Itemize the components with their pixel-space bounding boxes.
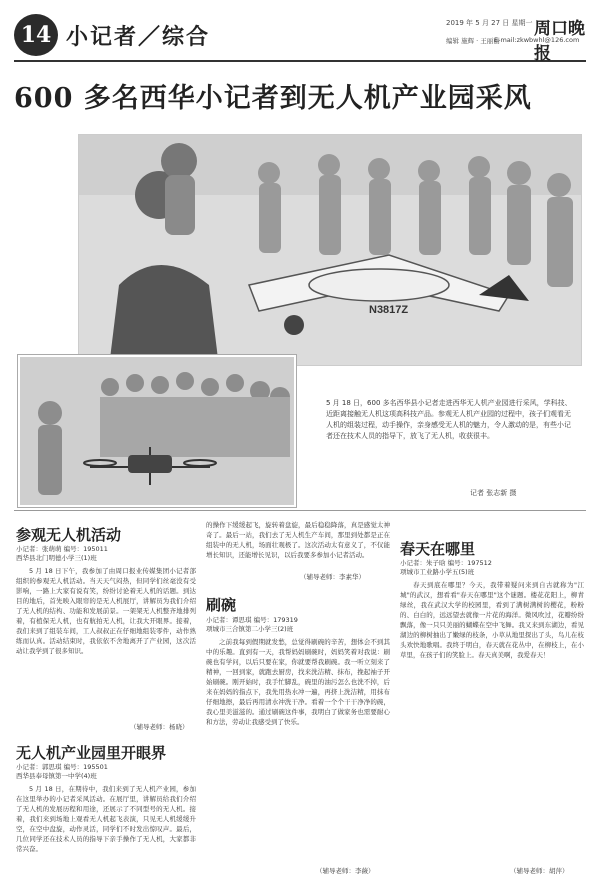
- article-title: 刷碗: [206, 596, 237, 614]
- page-headline: 600 多名西华小记者到无人机产业园采风: [14, 83, 532, 114]
- article-body: 之前我每到假期就发愁，总觉得刷碗的辛苦，想体会不到其中的乐趣。直到有一天，我帮妈妈刷碗时，妈妈笑着对我说：刷碗也有学问，以后只要在家，你就要帮我刷碗。我一听立刻来了精神，一回到家，就跑去厨房，找来洗洁精、抹布，挽起袖子开始刷碗。刚开始时，我手忙脚乱，碗里的油污怎么也洗不掉，后来在妈妈的指点下，我先用热水冲一遍，再挤上洗洁精，用抹布仔细地擦，最后再用清水冲洗干净。看着一个个干干净净的碗，我心里美滋滋的。通过刷碗这件事，我明白了做家务也需要耐心和方法，劳动让我感受到了快乐。: [206, 638, 390, 726]
- photo-caption: 5 月 18 日，600 多名西华县小记者走进西华无人机产业园进行采风，学科技、近距离接触无人机这项高科技产品。参观无人机产业园的过程中，孩子们观看无人机的组装过程，动手操作，亲身感受无人机的魅力，令人激动的是，有些小记者还在技术人员的指导下，放飞了无人机，收获很丰。: [326, 399, 572, 440]
- article-school: 西华县奉母镇第一中学(4)班: [16, 772, 97, 780]
- page-number: 14: [14, 14, 58, 56]
- newspaper-brand: 周口晚报: [534, 19, 585, 64]
- article-school: 西华县北门明德小学三(1)班: [16, 554, 97, 562]
- article-title: 参观无人机活动: [16, 526, 122, 544]
- article-author: 小记者：朱子晗 编号：197512: [400, 559, 492, 567]
- article-body: 5 月 18 日，在期待中，我们来到了无人机产业园，参加在这里举办的小记者采风活动。在展厅里，讲解员给我们介绍了无人机的发展历程和用途，还展示了不同型号的无人机。接着，我们来到场地上观看无人机起飞表演，只见无人机缓缓升空，在空中盘旋，动作灵活，同学们不时发出惊叹声。最后，几位同学还在技术人员的指导下亲手操作了无人机，大家都非常兴奋。: [16, 785, 196, 853]
- section-title: 小记者／综合: [66, 24, 211, 50]
- article-school: 项城市工业路小学五(5)班: [400, 568, 475, 576]
- article-title: 无人机产业园里开眼界: [16, 744, 167, 762]
- editor-credit: 编辑 施辉 · 王丽丽: [446, 37, 500, 45]
- article-author: 小记者：郭思琪 编号：195501: [16, 763, 108, 771]
- inset-photo: [18, 355, 296, 507]
- section-divider: [14, 510, 586, 511]
- article-advisor: （辅导老师：李薇）: [316, 867, 375, 875]
- article-advisor: （辅导老师：胡萍）: [510, 867, 569, 875]
- editor-email: E-mail:zkwbwhl@126.com: [494, 36, 580, 44]
- article-title: 春天在哪里: [400, 540, 476, 558]
- article-author: 小记者：张萌萌 编号：195011: [16, 545, 108, 553]
- issue-date: 2019 年 5 月 27 日 星期一: [446, 19, 533, 27]
- article-school: 项城市三合镇第二小学三(2)班: [206, 625, 294, 633]
- page-header: [14, 14, 586, 62]
- svg-text:N3817Z: N3817Z: [369, 304, 409, 316]
- article-advisor: （辅导老师：杨晓）: [130, 723, 189, 731]
- article-advisor: （辅导老师：李素华）: [300, 573, 365, 581]
- article-body: 5 月 18 日下午，我参加了由周口报业传媒集团小记者部组织的参观无人机活动。当天天气闷热，但同学们丝毫没有受影响，一路上大家有说有笑，纷纷讨论着无人机的话题。到达目的地后，首先映入眼帘的是无人机展厅，讲解员为我们介绍了无人机的结构、功能和发展前景。一架架无人机整齐地排列着，有植保无人机，也有航拍无人机，让我大开眼界。接着，我们来到了组装车间，工人叔叔正在仔细地组装零件，动作熟练而认真。活动结束时，我依依不舍地离开了产业园，这次活动让我学到了很多知识。: [16, 567, 196, 655]
- article-body: 春天到底在哪里？今天，我带着疑问来到自古就称为"江城"的武汉，想看看"春天在哪里"这个谜题。楼花花阳上，柳青绿丝，我在武汉大学的校园里，看到了满树满树的樱花，粉粉的、白白的，远远望去就像一片花的海洋。微风吹过，花瓣纷纷飘落，像一只只美丽的蝴蝶在空中飞舞。我又来到东湖边，看见湖边的柳树抽出了嫩绿的枝条，小草从地里探出了头，鸟儿在枝头欢快地歌唱。我终于明白，春天就在花丛中，在柳枝上，在小草里，在孩子们的笑脸上。春天真美啊，我爱春天！: [400, 581, 584, 659]
- photo-credit: 记者 张志新 摄: [470, 489, 517, 497]
- article-author: 小记者：谭思琪 编号：179319: [206, 616, 298, 624]
- main-photo: [78, 134, 582, 366]
- article-body-continued: 的操作下缓缓起飞，旋转着盘旋，最后稳稳降落，真是感觉太神奇了。最后一站，我们去了无人机生产车间，那里到处都是正在组装中的无人机，场面壮观极了。这次活动太有意义了，不仅能增长知识，还能增长见识，以后我要多参加小记者活动。: [206, 521, 390, 559]
